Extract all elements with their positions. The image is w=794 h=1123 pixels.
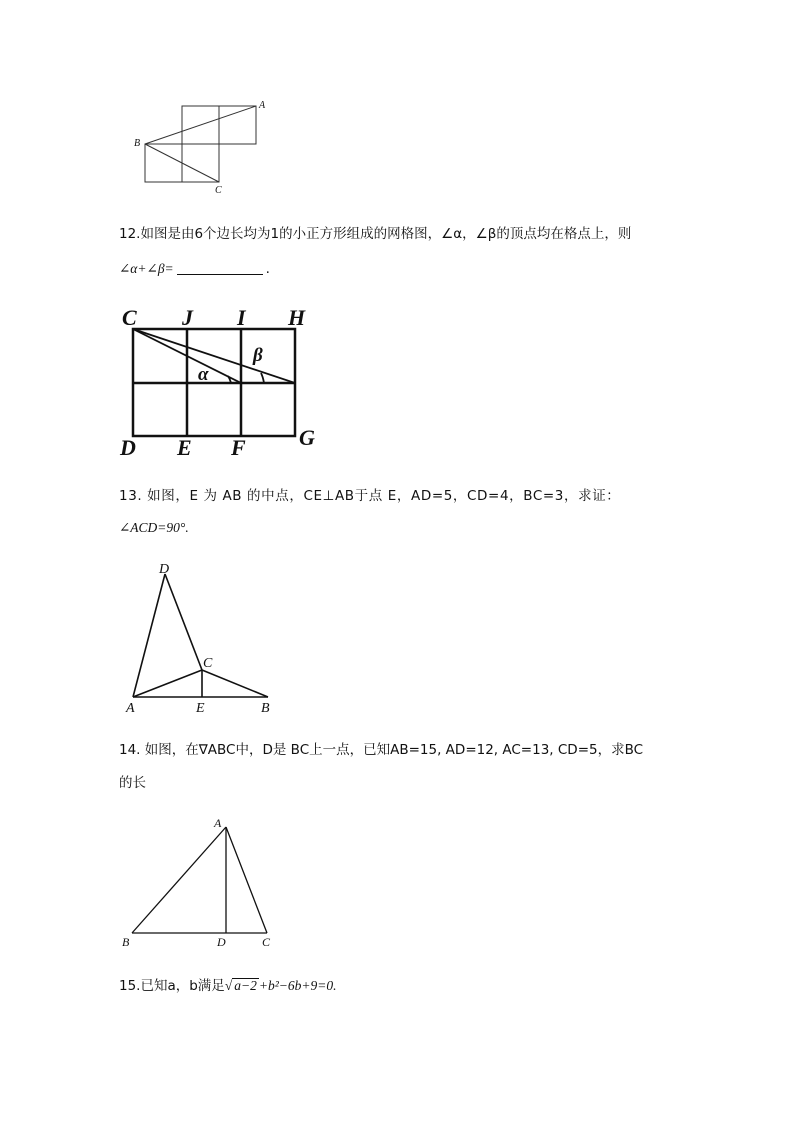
label-F: F xyxy=(231,435,246,460)
label-B: B xyxy=(134,138,141,149)
question-13-line1 xyxy=(119,487,620,505)
question-12-expression: ∠α+∠β= xyxy=(119,261,174,276)
figure-q11-grid xyxy=(125,96,285,200)
label-B: B xyxy=(122,935,130,949)
label-D: D xyxy=(159,562,170,577)
label-G: G xyxy=(299,425,315,450)
label-B: B xyxy=(261,701,270,716)
question-13-line2 xyxy=(119,519,189,537)
question-14-line2 xyxy=(119,774,146,792)
label-A: A xyxy=(214,816,222,830)
label-A: A xyxy=(259,100,266,111)
question-15-equation: +b²−6b+9=0. xyxy=(258,978,337,993)
question-15-text: 15.已知a，b满足 xyxy=(119,978,225,994)
label-D: D xyxy=(217,935,226,949)
question-12-line1 xyxy=(119,225,631,243)
label-E: E xyxy=(196,701,205,716)
question-12-line2 xyxy=(119,260,270,278)
question-14-line1 xyxy=(119,741,643,759)
question-14-text-cont: 的长 xyxy=(119,775,146,791)
label-H: H xyxy=(288,305,306,330)
label-E: E xyxy=(177,435,192,460)
question-15-radicand: a−2 xyxy=(234,978,257,993)
label-C: C xyxy=(262,935,271,949)
question-13-text: 13. 如图，E 为 AB 的中点，CE⊥AB于点 E，AD=5，CD=4，BC=3，求证： xyxy=(119,488,621,504)
label-C: C xyxy=(203,656,213,671)
answer-blank[interactable] xyxy=(177,262,263,275)
figure-q14-triangle xyxy=(118,812,288,952)
question-13-conclusion: ∠ACD=90°. xyxy=(119,520,189,535)
label-C: C xyxy=(215,185,222,196)
question-14-text: 14. 如图，在∇ABC中，D是 BC上一点，已知AB=15, AD=12, AC=13, CD=5，求BC xyxy=(119,742,644,758)
label-J: J xyxy=(182,305,193,330)
label-D: D xyxy=(120,435,136,460)
question-12-period: . xyxy=(265,261,270,277)
label-beta: β xyxy=(253,345,263,366)
figure-q12-grid xyxy=(118,303,328,463)
figure-q13-triangle xyxy=(118,556,288,718)
label-C: C xyxy=(122,305,137,330)
label-alpha: α xyxy=(198,364,209,385)
label-A: A xyxy=(126,701,135,716)
question-12-text: 12.如图是由6个边长均为1的小正方形组成的网格图，∠α，∠β的顶点均在格点上，则 xyxy=(119,226,632,242)
question-15-line: 15.已知a，b满足√ a−2 +b²−6b+9=0. xyxy=(119,978,337,994)
label-I: I xyxy=(237,305,246,330)
